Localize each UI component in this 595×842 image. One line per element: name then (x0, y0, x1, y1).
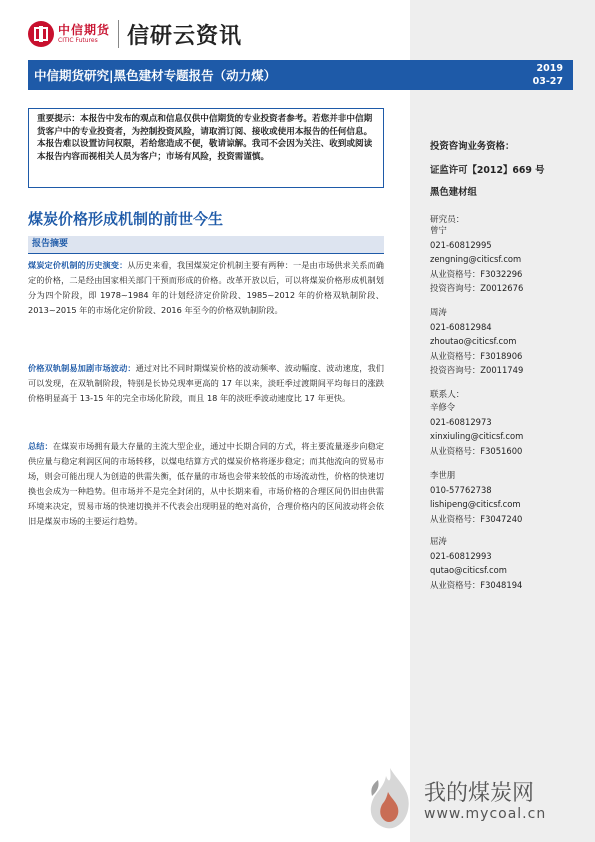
banner-year: 2019 (536, 63, 563, 74)
contact-card (430, 534, 590, 592)
contact-name: 李世朋 (430, 470, 456, 480)
contact-card (430, 400, 590, 458)
paragraph-body: 通过对比不同时期煤炭价格的波动频率、波动幅度、波动速度，我们可以发现，在双轨制阶段，特别是长协兑现率更高的 17 年以来，淡旺季过渡期间平均每日的涨跌价格明显高于 13-15 年的完全市场化阶段，而且 18 年的淡旺季波动速度比 17 年更快。 (28, 363, 384, 403)
contact-advisory: 投资咨询号：Z0012676 (430, 283, 524, 293)
contact-cert: 从业资格号：F3051600 (430, 445, 523, 456)
contact-email[interactable]: lishipeng@citicsf.com (430, 499, 521, 509)
contact-name: 周涛 (430, 307, 447, 317)
contact-email[interactable]: zhoutao@citicsf.com (430, 336, 517, 346)
paragraph-lead: 煤炭定价机制的历史演变： (28, 260, 128, 270)
contact-email[interactable]: zengning@citicsf.com (430, 254, 522, 264)
contact-label: 联系人： (430, 390, 465, 400)
summary-paragraph-conclusion (28, 439, 384, 529)
report-banner (28, 60, 573, 90)
contact-email[interactable]: xinxiuling@citicsf.com (430, 431, 524, 441)
banner-month-day: 03-27 (532, 76, 563, 87)
contact-card (430, 468, 590, 526)
contact-cert: 从业资格号：F3032296 (430, 268, 523, 279)
citic-logo-icon (28, 21, 54, 47)
contact-name: 辛修令 (430, 402, 456, 412)
researcher-label: 研究员： (430, 215, 465, 225)
qualification-title: 投资咨询业务资格： (430, 141, 515, 152)
important-notice-box: 重要提示：本报告中发布的观点和信息仅供中信期货的专业投资者参考。若您并非中信期货客户中的专业投资者，为控制投资风险，请取消订阅、接收或使用本报告的任何信息。本报告难以设置访问权限，若给您造成不便，敬请谅解。我司不会因为关注、收到或阅读本报告内容而视相关人员为客户；市场有风险，投资需谨慎。 (28, 108, 384, 188)
paragraph-lead: 总结： (28, 441, 53, 451)
watermark-text: 我的煤炭网 (424, 781, 535, 806)
logo-chinese-name: 中信期货 (58, 23, 111, 37)
paragraph-body: 在煤炭市场拥有最大存量的主流大型企业，通过中长期合同的方式，将主要流量逐步向稳定供应量与稳定利润区间的市场转移，以煤电结算方式的煤炭价格将逐步稳定；而其他流向的贸易市场，则会可能出现人为创造的供需失衡，低存量的市场也会带来较低的市场流动性，价格的快速切换也会成为一种趋势。但市场并不是完全封闭的，从中长期来看，市场价格的合理区间仍旧由供需环境来决定，贸易市场的快速切换并不代表会出现明显的绝对高价，合理价格内的区间波动将会依旧是煤炭市场的主要运行趋势。 (28, 441, 384, 526)
contact-name: 曾宁 (430, 225, 447, 235)
contact-cert: 从业资格号：F3048194 (430, 579, 523, 590)
summary-paragraph-history (28, 258, 384, 318)
contact-email[interactable]: qutao@citicsf.com (430, 565, 507, 575)
license-number: 证监许可【2012】669 号 (430, 165, 545, 176)
flame-logo-icon (358, 762, 422, 834)
logo-english-name: CITIC Futures (58, 37, 98, 44)
report-main-title: 煤炭价格形成机制的前世今生 (28, 210, 224, 228)
contact-cert: 从业资格号：F3047240 (430, 513, 523, 524)
contact-phone: 010-57762738 (430, 484, 492, 495)
banner-title: 中信期货研究|黑色建材专题报告（动力煤） (34, 68, 277, 83)
header-logo (28, 18, 242, 50)
contact-advisory: 投资咨询号：Z0011749 (430, 365, 524, 375)
watermark-url: www.mycoal.cn (424, 806, 547, 822)
contact-name: 屈涛 (430, 536, 447, 546)
contact-card (430, 223, 590, 296)
paragraph-lead: 价格双轨制易加剧市场波动： (28, 363, 136, 373)
contact-phone: 021-60812984 (430, 321, 492, 332)
banner-date (533, 60, 563, 90)
summary-paragraph-volatility (28, 361, 384, 406)
contact-phone: 021-60812993 (430, 550, 492, 561)
contact-card (430, 305, 590, 378)
paragraph-body: 从历史来看，我国煤炭定价机制主要有两种：一是由市场供求关系而确定的价格，二是经由国家相关部门干预而形成的价格。改革开放以后，可以将煤炭价格形成机制划分为四个阶段，即 1978~1984 年的计划经济定价阶段、1985~2012 年的价格双轨制阶段、2013~2015 年的市场化定价阶段、2016 年至今的价格双轨制阶段。 (28, 260, 384, 315)
team-group: 黑色建材组 (430, 187, 477, 198)
publication-title: 信研云资讯 (127, 23, 243, 49)
mycoal-watermark (358, 762, 590, 834)
contact-cert: 从业资格号：F3018906 (430, 350, 523, 361)
section-header-summary: 报告摘要 (28, 236, 384, 254)
contact-phone: 021-60812995 (430, 239, 492, 250)
logo-divider (118, 20, 119, 48)
contact-phone: 021-60812973 (430, 416, 492, 427)
